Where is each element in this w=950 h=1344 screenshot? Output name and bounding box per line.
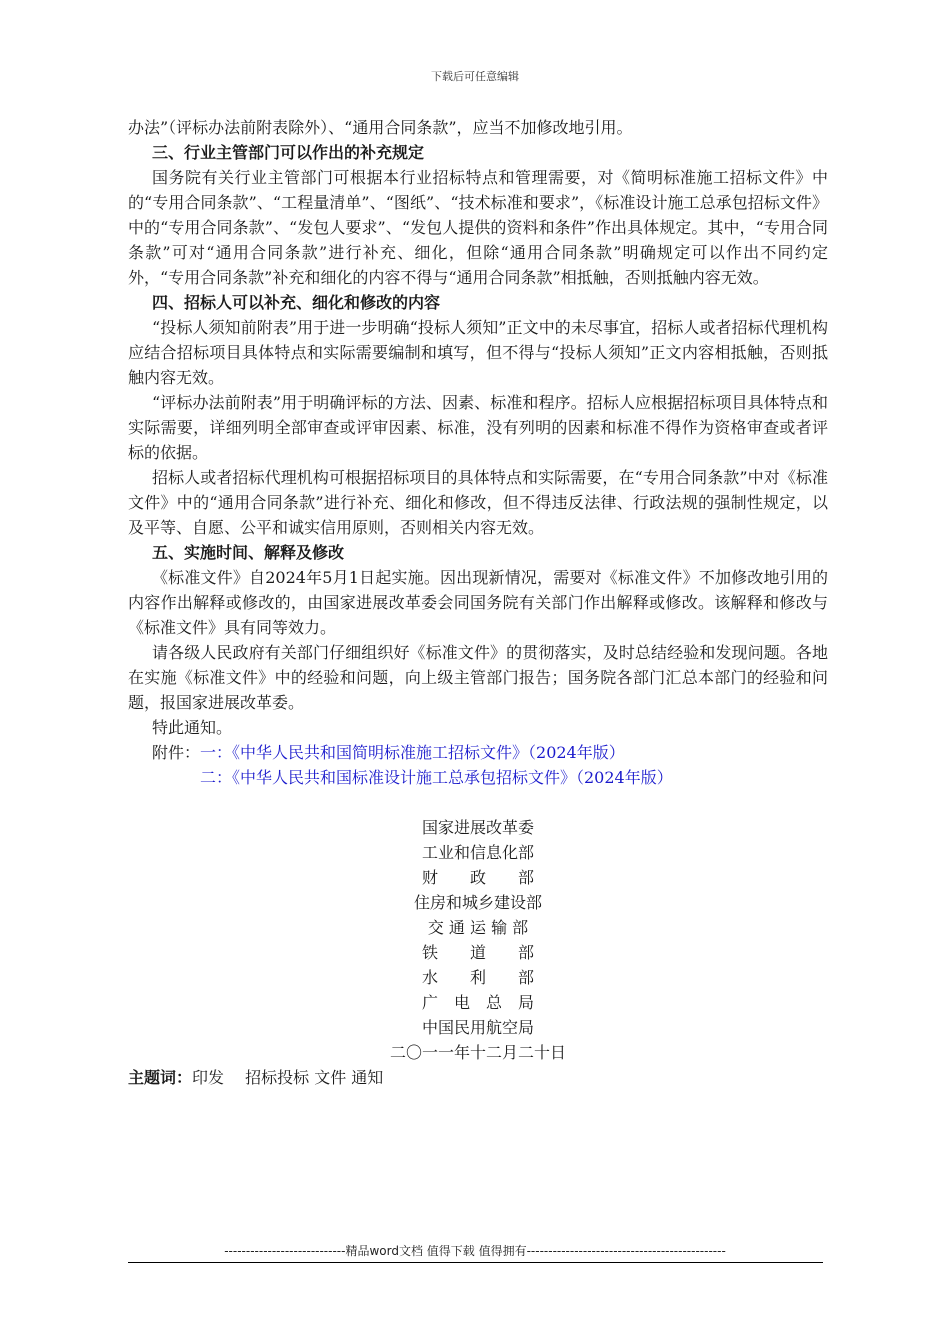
signer-mohurd: 住房和城乡建设部 <box>413 893 542 912</box>
footer-divider <box>128 1262 823 1263</box>
topic-words <box>128 1065 828 1090</box>
signer-miit: 工业和信息化部 <box>421 843 534 862</box>
page-header: 下载后可任意编辑 <box>431 70 519 83</box>
signer-caac: 中国民用航空局 <box>421 1018 534 1037</box>
signer-mot: 交 通 运 输 部 <box>427 918 529 937</box>
paragraph-continued: 办法”（评标办法前附表除外）、“通用合同条款”，应当不加修改地引用。 <box>128 118 633 137</box>
section-heading-4: 四、招标人可以补充、细化和修改的内容 <box>152 293 441 312</box>
signer-mof: 财 政 部 <box>421 868 534 887</box>
paragraph-bidder-notice: “投标人须知前附表”用于进一步明确“投标人须知”正文中的未尽事宜，招标人或者招标代理机构应结合招标项目具体特点和实际需要编制和填写，但不得与“投标人须知”正文内容相抵触，否则抵触内容无效。 <box>128 318 828 387</box>
attachment-link-1[interactable]: 一：《中华人民共和国简明标准施工招标文件》（2024年版） <box>200 743 625 762</box>
attachment-line-1 <box>128 740 828 765</box>
signer-ndrc: 国家进展改革委 <box>421 818 534 837</box>
topic-label: 主题词： <box>128 1068 193 1087</box>
paragraph-implementation: 请各级人民政府有关部门仔细组织好《标准文件》的贯彻落实，及时总结经验和发现问题。各地在实施《标准文件》中的经验和问题，向上级主管部门报告；国务院各部门汇总本部门的经验和问题，报国家进展改革委。 <box>128 643 828 712</box>
topic-value: 印发 招标投标 文件 通知 <box>192 1068 384 1087</box>
page-footer: ----------------------------精品word文档 值得下载 值得拥有---------------------------------------------- <box>224 1244 726 1258</box>
attachment-link-2[interactable]: 二：《中华人民共和国标准设计施工总承包招标文件》（2024年版） <box>200 768 673 787</box>
signer-mor: 铁 道 部 <box>421 943 534 962</box>
signer-sarft: 广 电 总 局 <box>421 993 534 1012</box>
paragraph-notice-end: 特此通知。 <box>152 718 233 737</box>
paragraph-contract-terms: 招标人或者招标代理机构可根据招标项目的具体特点和实际需要，在“专用合同条款”中对《标准文件》中的“通用合同条款”进行补充、细化和修改，但不得违反法律、行政法规的强制性规定，以及平等、自愿、公平和诚实信用原则，否则相关内容无效。 <box>128 468 828 537</box>
paragraph-effective-date: 《标准文件》自2024年5月1日起实施。因出现新情况，需要对《标准文件》不加修改地引用的内容作出解释或修改的，由国家进展改革委会同国务院有关部门作出解释或修改。该解释和修改与《标准文件》具有同等效力。 <box>128 568 828 637</box>
attachment-label: 附件： <box>152 743 201 762</box>
section-heading-5: 五、实施时间、解释及修改 <box>152 543 345 562</box>
signers-block <box>128 815 828 1065</box>
paragraph-evaluation: “评标办法前附表”用于明确评标的方法、因素、标准和程序。招标人应根据招标项目具体特点和实际需要，详细列明全部审查或评审因素、标准，没有列明的因素和标准不得作为资格审查或者评标的依据。 <box>128 393 828 462</box>
document-body <box>128 115 828 1090</box>
attachment-line-2 <box>128 765 828 790</box>
section-heading-3: 三、行业主管部门可以作出的补充规定 <box>152 143 425 162</box>
paragraph-industry-rules: 国务院有关行业主管部门可根据本行业招标特点和管理需要，对《简明标准施工招标文件》中的“专用合同条款”、“工程量清单”、“图纸”、“技术标准和要求”，《标准设计施工总承包招标文件》中的“专用合同条款”、“发包人要求”、“发包人提供的资料和条件”作出具体规定。其中，“专用合同条款”可对“通用合同条款”进行补充、细化，但除“通用合同条款”明确规定可以作出不同约定外，“专用合同条款”补充和细化的内容不得与“通用合同条款”相抵触，否则抵触内容无效。 <box>128 168 828 287</box>
issue-date: 二〇一一年十二月二十日 <box>389 1043 566 1062</box>
signer-mwr: 水 利 部 <box>421 968 534 987</box>
